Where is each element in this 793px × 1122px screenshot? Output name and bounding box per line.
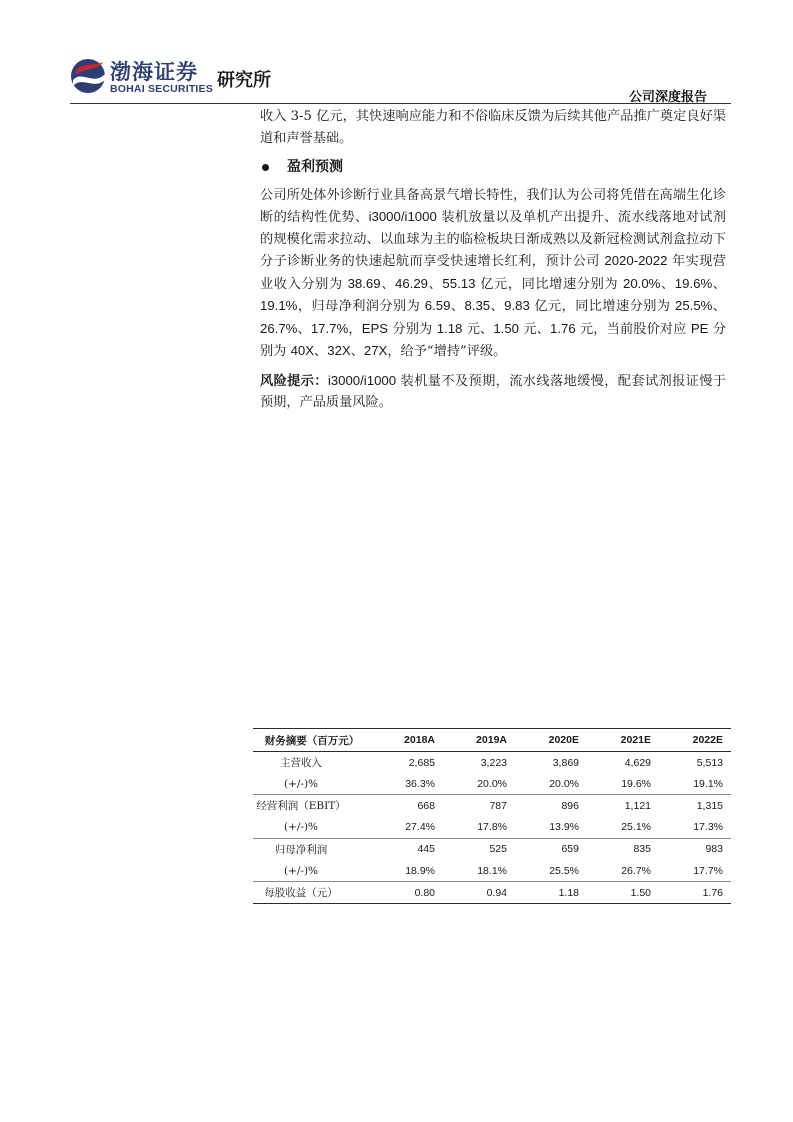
table-cell: 1,315 bbox=[659, 795, 731, 817]
table-cell: 1.76 bbox=[659, 882, 731, 904]
logo-chinese-name: 渤海证券 bbox=[110, 59, 198, 84]
table-cell: 1.50 bbox=[587, 882, 659, 904]
table-cell: 5,513 bbox=[696, 756, 723, 769]
table-cell: 19.6% bbox=[621, 777, 651, 790]
bullet-icon bbox=[262, 164, 269, 171]
inline-text: 公司所处体外诊断行业具备高景气增长特性，我们认为公司将凭借在高端生化诊断的结构性优势、 bbox=[260, 187, 726, 225]
table-cell: 18.9% bbox=[405, 864, 435, 877]
inline-figure: EPS bbox=[361, 320, 389, 336]
inline-figure: 38.69、46.29、55.13 bbox=[347, 275, 476, 291]
inline-figure: 2020-2022 bbox=[604, 253, 668, 268]
table-cell: 25.5% bbox=[549, 864, 579, 877]
header-divider bbox=[70, 103, 731, 104]
table-cell: 27.4% bbox=[405, 821, 435, 834]
inline-figure: i3000/i1000 bbox=[368, 209, 437, 224]
table-cell: 0.94 bbox=[443, 882, 515, 904]
bohai-logo-icon bbox=[70, 56, 106, 96]
risk-label: 风险提示： bbox=[260, 373, 328, 389]
table-body bbox=[253, 752, 731, 904]
logo-english-name: BOHAI SECURITIES bbox=[110, 83, 213, 95]
table-cell: 835 bbox=[587, 838, 659, 860]
inline-figure: 20.0%、19.6%、19.1% bbox=[260, 275, 726, 313]
table-cell: 2,685 bbox=[408, 756, 435, 769]
table-row bbox=[253, 752, 731, 774]
table-row bbox=[253, 773, 731, 795]
report-body bbox=[260, 106, 726, 414]
table-row bbox=[253, 882, 731, 904]
table-row bbox=[253, 795, 731, 817]
table-cell: 445 bbox=[371, 838, 443, 860]
table-cell: 17.8% bbox=[477, 821, 507, 834]
inline-figure: 6.59、8.35、9.83 bbox=[424, 298, 530, 313]
inline-figure: 1.50 bbox=[493, 320, 520, 336]
inline-text: 装机放量以及单机产出提升、流水线落地对试剂的规模化需求拉动、以血球为主的临检板块日渐成熟以及新冠检测试剂盒拉动下分子诊断业务的快速起航而享受快速增长红利，预计公司 bbox=[260, 210, 726, 269]
financial-summary-table bbox=[253, 728, 731, 904]
table-cell: 36.3% bbox=[405, 777, 435, 790]
inline-figure: i3000/i1000 bbox=[327, 372, 397, 388]
table-cell: 17.3% bbox=[693, 821, 723, 834]
row-label: 主营收入 bbox=[280, 757, 322, 770]
year-header: 2022E bbox=[659, 729, 731, 752]
table-row bbox=[253, 860, 731, 882]
inline-text: ，给予“增持”评级。 bbox=[387, 344, 507, 359]
table-cell: 3,223 bbox=[480, 756, 507, 769]
table-cell: 1,121 bbox=[587, 795, 659, 817]
inline-text: 年实现营业收入分别为 bbox=[260, 254, 726, 292]
row-label: (+/-)% bbox=[283, 864, 319, 877]
section-title: 盈利预测 bbox=[287, 159, 343, 175]
inline-text: 亿元，同比增速分别为 bbox=[529, 299, 675, 314]
table-cell: 787 bbox=[443, 795, 515, 817]
inline-text: 亿元，同比增速分别为 bbox=[475, 276, 623, 292]
table-cell: 668 bbox=[371, 795, 443, 817]
report-type: 公司深度报告 bbox=[628, 89, 707, 104]
table-cell: 18.1% bbox=[477, 864, 507, 877]
table-cell: 896 bbox=[515, 795, 587, 817]
table-cell: 525 bbox=[443, 838, 515, 860]
table-cell: 26.7% bbox=[621, 864, 651, 877]
department-label: 研究所 bbox=[217, 70, 271, 91]
row-label: 经营利润（EBIT） bbox=[253, 795, 371, 817]
year-header: 2021E bbox=[587, 729, 659, 752]
inline-text: ，归母净利润分别为 bbox=[297, 299, 425, 314]
table-cell: 983 bbox=[659, 838, 731, 860]
table-cell: 13.9% bbox=[549, 821, 579, 834]
table-cell: 1.18 bbox=[515, 882, 587, 904]
table-cell: 20.0% bbox=[477, 777, 507, 790]
inline-text: 装机量不及预期，流水线落地缓慢，配套试剂报证慢于预期，产品质量风险。 bbox=[260, 373, 727, 410]
table-cell: 20.0% bbox=[549, 777, 579, 790]
table-header-row bbox=[253, 729, 731, 752]
table-row bbox=[253, 817, 731, 839]
section-heading bbox=[260, 157, 726, 179]
table-cell: 659 bbox=[515, 838, 587, 860]
inline-figure: 1.76 bbox=[549, 320, 576, 336]
inline-text: 分别为 bbox=[388, 321, 437, 337]
table-cell: 3,869 bbox=[552, 756, 579, 769]
inline-figure: PE bbox=[690, 320, 709, 336]
row-label: 归母净利润 bbox=[253, 838, 371, 860]
inline-figure: 25.5%、26.7%、17.7% bbox=[260, 298, 726, 336]
year-header: 2020E bbox=[515, 729, 587, 752]
table-cell: 4,629 bbox=[624, 756, 651, 769]
forecast-paragraph bbox=[260, 185, 726, 363]
company-logo bbox=[70, 56, 275, 100]
inline-figure: 1.18 bbox=[436, 320, 463, 336]
year-header: 2018A bbox=[371, 729, 443, 752]
table-row bbox=[253, 838, 731, 860]
year-header: 2019A bbox=[443, 729, 515, 752]
inline-text: 元、 bbox=[519, 321, 550, 337]
table-cell: 0.80 bbox=[371, 882, 443, 904]
table-cell: 19.1% bbox=[693, 777, 723, 790]
inline-text: 元，当前股价对应 bbox=[575, 321, 691, 337]
intro-paragraph: 收入 3-5 亿元，其快速响应能力和不俗临床反馈为后续其他产品推广奠定良好渠道和声誉基础。 bbox=[260, 109, 726, 146]
inline-text: 分别为 bbox=[260, 321, 726, 359]
row-label: (+/-)% bbox=[283, 821, 319, 834]
table-cell: 17.7% bbox=[693, 864, 723, 877]
table-cell: 25.1% bbox=[621, 821, 651, 834]
inline-figure: 40X、32X、27X bbox=[290, 343, 388, 358]
row-label: 每股收益（元） bbox=[253, 882, 371, 904]
risk-text bbox=[260, 374, 726, 411]
table-header-label: 财务摘要（百万元） bbox=[253, 729, 371, 752]
inline-text: ， bbox=[348, 321, 362, 337]
risk-paragraph bbox=[260, 370, 726, 414]
row-label: (+/-)% bbox=[283, 777, 319, 790]
inline-text: 元、 bbox=[462, 321, 494, 337]
